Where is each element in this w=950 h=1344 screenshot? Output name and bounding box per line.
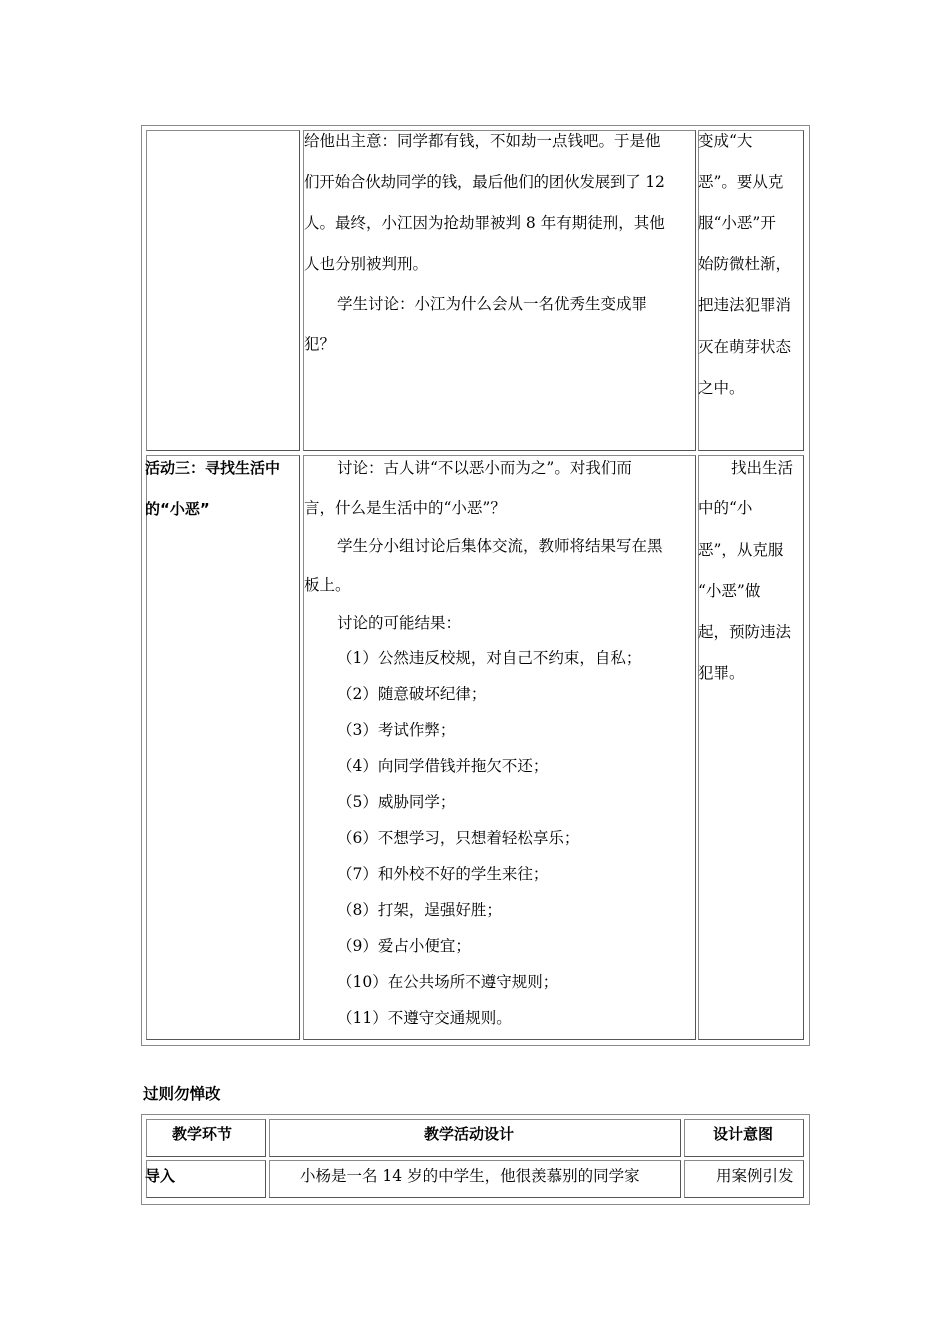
row2-activity-line: 板上。 bbox=[304, 576, 351, 594]
section-title: 过则勿惮改 bbox=[143, 1085, 221, 1103]
row2-stage-cell bbox=[146, 455, 300, 1040]
row2-intent-line: 中的“小 bbox=[698, 499, 753, 517]
row1-activity-line: 给他出主意：同学都有钱，不如劫一点钱吧。于是他 bbox=[304, 132, 661, 150]
result-item: （7）和外校不好的学生来往； bbox=[337, 865, 549, 883]
header-stage: 教学环节 bbox=[172, 1125, 233, 1143]
row-activity: 小杨是一名 14 岁的中学生，他很羡慕别的同学家 bbox=[300, 1167, 640, 1185]
row1-intent-line: 服“小恶”开 bbox=[698, 214, 776, 232]
row2-intent-line: “小恶”做 bbox=[698, 582, 761, 600]
row1-intent-line: 灭在萌芽状态 bbox=[698, 338, 792, 356]
row2-intent-line: 犯罪。 bbox=[698, 664, 745, 682]
row-stage: 导入 bbox=[145, 1167, 176, 1185]
row1-intent-line: 恶”。要从克 bbox=[698, 173, 784, 191]
row2-intent-line: 找出生活 bbox=[731, 459, 794, 477]
header-activity: 教学活动设计 bbox=[424, 1125, 515, 1143]
row2-activity-line: 讨论：古人讲“不以恶小而为之”。对我们而 bbox=[337, 459, 632, 477]
result-item: （11）不遵守交通规则。 bbox=[337, 1009, 512, 1027]
row1-activity-line: 犯？ bbox=[304, 335, 336, 353]
result-item: （2）随意破坏纪律； bbox=[337, 685, 487, 703]
result-item: （4）向同学借钱并拖欠不还； bbox=[337, 757, 549, 775]
result-item: （6）不想学习，只想着轻松享乐； bbox=[337, 829, 580, 847]
row2-activity-line: 讨论的可能结果： bbox=[337, 614, 462, 632]
row1-intent-line: 始防微杜渐， bbox=[698, 255, 792, 273]
row-intent: 用案例引发 bbox=[716, 1167, 794, 1185]
row2-stage-line: 的“小恶” bbox=[145, 500, 210, 518]
result-item: （9）爱占小便宜； bbox=[337, 937, 471, 955]
row1-activity-line: 学生讨论：小江为什么会从一名优秀生变成罪 bbox=[337, 295, 648, 313]
header-intent: 设计意图 bbox=[713, 1125, 774, 1143]
row1-intent-line: 变成“大 bbox=[698, 132, 753, 150]
result-item: （3）考试作弊； bbox=[337, 721, 456, 739]
row1-intent-line: 把违法犯罪消 bbox=[698, 296, 792, 314]
row1-intent-line: 之中。 bbox=[698, 379, 745, 397]
result-item: （5）威胁同学； bbox=[337, 793, 456, 811]
row1-activity-line: 人也分别被判刑。 bbox=[304, 255, 429, 273]
row2-intent-line: 恶”，从克服 bbox=[698, 541, 784, 559]
row2-activity-line: 言，什么是生活中的“小恶”？ bbox=[304, 499, 506, 517]
result-item: （10）在公共场所不遵守规则； bbox=[337, 973, 559, 991]
result-item: （8）打架，逞强好胜； bbox=[337, 901, 502, 919]
row1-stage-cell bbox=[146, 130, 300, 451]
row1-activity-line: 人。最终，小江因为抢劫罪被判 8 年有期徒刑，其他 bbox=[304, 214, 665, 232]
row2-activity-line: 学生分小组讨论后集体交流，教师将结果写在黑 bbox=[337, 537, 663, 555]
row2-intent-line: 起，预防违法 bbox=[698, 623, 792, 641]
result-item: （1）公然违反校规，对自己不约束，自私； bbox=[337, 649, 642, 667]
row2-stage-line: 活动三：寻找生活中 bbox=[145, 459, 281, 477]
row1-activity-line: 们开始合伙劫同学的钱，最后他们的团伙发展到了 12 bbox=[304, 173, 665, 191]
